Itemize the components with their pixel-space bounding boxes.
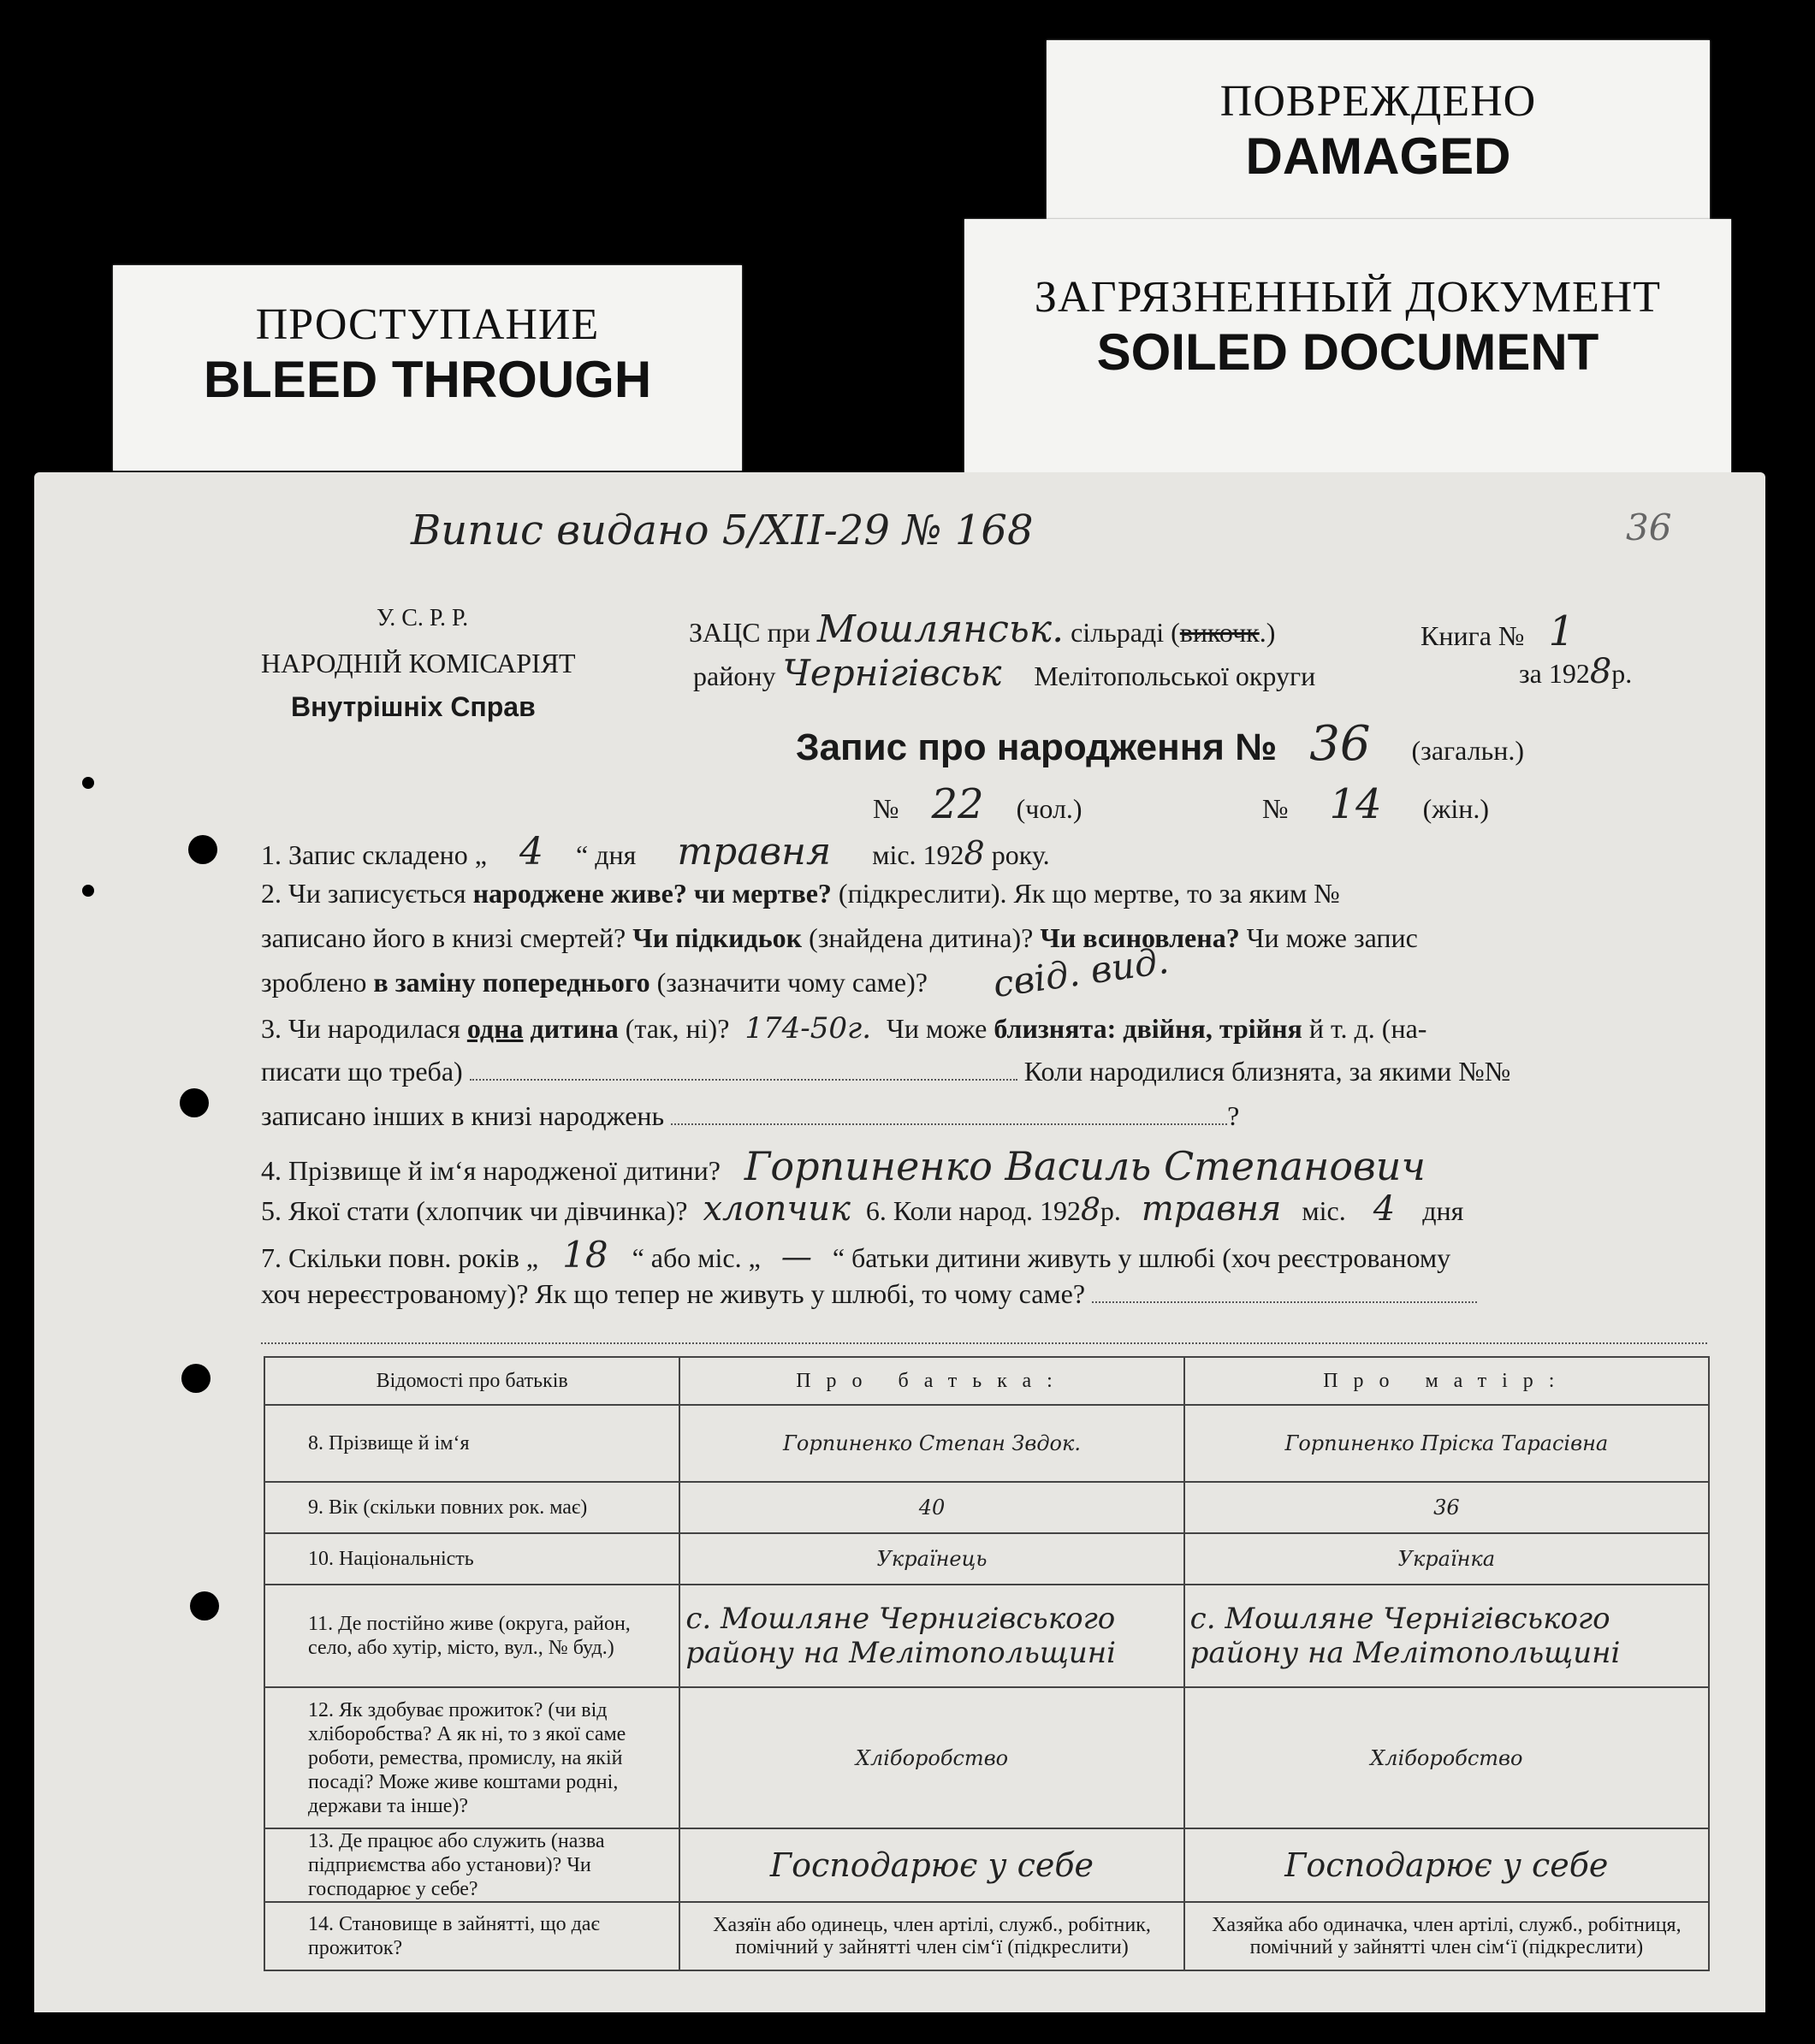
female-number-label: № [1262,793,1289,824]
father-workplace: Господарює у себе [679,1828,1183,1902]
rayon-pre: району [693,661,776,691]
internal-affairs-header: Внутрішніх Справ [291,691,536,722]
q2-l3-a: зроблено [261,967,367,998]
row-label: 11. Де постійно живе (округа, район, село, або хутір, місто, вул., № буд.) [264,1585,679,1687]
q2-l2-e: Чи може запис [1246,922,1418,953]
q3-l1-e: Чи може [887,1013,988,1044]
rayon-line [693,652,1315,694]
female-number: 14 [1329,780,1382,828]
bleed-through-ru: ПРОСТУПАНИЕ [255,300,600,349]
q7-l1-c: “ батьки дитини живуть у шлюбі (хоч реєстрованому [832,1242,1451,1273]
male-suffix: (чол.) [1016,793,1082,824]
q2-l1-b: народжене живе? чи мертве? [472,878,832,909]
mother-residence: с. Мошляне Чернігівського району на Мелітопольщині [1184,1585,1709,1687]
q7-months: — [780,1240,812,1275]
q1-line [261,830,1050,874]
zags-handwritten: Мошлянськ. [816,607,1065,651]
year-line [1519,652,1632,691]
soiled-ru: ЗАГРЯЗНЕННЫЙ ДОКУМЕНТ [1034,273,1662,322]
q2-handwritten: свід. вид. [990,939,1171,1006]
page-number: 36 [1626,507,1672,548]
q2-l2-b: Чи підкидьок [632,922,803,953]
table-header-row [264,1357,1709,1405]
rayon-handwritten: Чернігівськ [782,652,1002,694]
q5-sex: хлопчик [703,1189,851,1229]
row-label: 8. Прізвище й ім‘я [264,1405,679,1482]
year-handwritten: 8 [1589,652,1612,691]
q3-l1-d: (так, ні)? [625,1013,730,1044]
q1-year: 8 [964,834,985,872]
damaged-ru: ПОВРЕЖДЕНО [1219,77,1537,126]
q3-l3-a: записано інших в книзі народжень [261,1100,665,1131]
table-row [264,1902,1709,1970]
father-nationality: Українець [679,1533,1183,1585]
punch-hole [82,777,94,789]
q7-years: 18 [562,1234,608,1276]
q7-line2 [261,1278,1477,1310]
father-residence: с. Мошляне Чернигівського району на Мелітопольщині [679,1585,1183,1687]
q2-l1-c: (підкреслити). Як що мертве, то за яким № [838,878,1340,909]
damaged-label [1047,40,1710,220]
record-general: (загальн.) [1411,735,1524,766]
table-row [264,1533,1709,1585]
q7-l2: хоч нереєстрованому)? Як що тепер не живуть у шлюбі, то чому саме? [261,1278,1086,1309]
row-label: 13. Де працює або служить (назва підприємства або установи)? Чи господарює у себе? [264,1828,679,1902]
table-row [264,1405,1709,1482]
q6-month: травня [1141,1189,1282,1229]
q2-l3-c: (зазначити чому саме)? [656,967,928,998]
q6-mis: міс. [1302,1195,1346,1226]
punch-hole [180,1088,209,1117]
female-suffix: (жін.) [1422,793,1490,824]
mother-name: Горпиненко Пріска Тарасівна [1184,1405,1709,1482]
table-row [264,1482,1709,1533]
father-name: Горпиненко Степан Звдок. [679,1405,1183,1482]
q3-l3-b: ? [1227,1100,1240,1131]
q7-line1 [261,1234,1450,1276]
father-livelihood: Хліборобство [679,1687,1183,1828]
zags-post: сільраді ( [1071,617,1180,648]
birth-record-document [34,472,1765,2012]
male-number-label: № [873,793,899,824]
mother-workplace: Господарює у себе [1184,1828,1709,1902]
zags-close: .) [1259,617,1276,648]
record-number: 36 [1309,716,1371,772]
q5-label: 5. Якої стати (хлопчик чи дівчинка)? [261,1195,688,1226]
father-employment-status: Хазяїн або одинець, член артілі, служб., робітник, помічний у зайнятті член сім‘ї (підкреслити) [679,1902,1183,1970]
q2-line2 [261,922,1418,954]
parents-table [264,1356,1710,1971]
punch-hole [188,835,217,864]
q1-d: року. [991,839,1050,870]
q1-c: міс. 192 [872,839,964,870]
mother-employment-status: Хазяйка або одиначка, член артілі, служб., робітниця, помічний у зайнятті член сім‘ї (підкреслити) [1184,1902,1709,1970]
soiled-en: SOILED DOCUMENT [1096,323,1599,381]
q7-l1-a: 7. Скільки повн. років „ [261,1242,539,1273]
book-number: 1 [1548,607,1575,655]
row-label: 9. Вік (скільки повних рок. має) [264,1482,679,1533]
table-header-father: Про батька: [679,1357,1183,1405]
q3-l1-a: 3. Чи народилася [261,1013,460,1044]
q2-l2-a: записано його в книзі смертей? [261,922,626,953]
q6-day: 4 [1373,1189,1396,1229]
q1-month: травня [677,830,832,874]
book-label: Книга № [1421,620,1525,651]
father-age: 40 [679,1482,1183,1533]
q4-child-name: Горпиненко Василь Степанович [744,1143,1426,1189]
table-row [264,1585,1709,1687]
q3-l1-g: й т. д. (на- [1308,1013,1427,1044]
q2-l2-d: Чи всиновлена? [1040,922,1240,953]
punch-hole [181,1364,211,1393]
q1-day: 4 [519,830,543,874]
q2-line1 [261,878,1340,909]
q1-a: 1. Запис складено „ [261,839,487,870]
q4-line [261,1143,1426,1189]
male-number-line [873,780,1082,828]
q6-r: р. [1100,1195,1121,1226]
record-title: Запис про народження № [796,726,1278,768]
table-header-info: Відомості про батьків [264,1357,679,1405]
row-label: 12. Як здобуває прожиток? (чи від хліборобства? А як ні, то з якої саме роботи, ремества, промислу, на якій посаді? Може живе коштами родні, держави та інше)? [264,1687,679,1828]
row-label: 14. Становище в зайнятті, що дає прожиток? [264,1902,679,1970]
q3-l2-a: писати що треба) [261,1056,463,1087]
q5-q6-line [261,1189,1463,1229]
q7-l1-b: “ або міс. „ [632,1242,761,1273]
commissariat-header: НАРОДНІЙ КОМІСАРІЯТ [261,648,576,678]
q6-label: 6. Коли народ. 192 [865,1195,1081,1226]
row-label: 10. Національність [264,1533,679,1585]
mother-nationality: Українка [1184,1533,1709,1585]
zags-line [689,607,1275,651]
q3-l1-b: одна [466,1013,524,1044]
table-row [264,1687,1709,1828]
female-number-line [1262,780,1489,828]
ussr-header: У. С. Р. Р. [377,605,469,631]
q3-line2 [261,1056,1510,1087]
punch-hole [190,1591,219,1620]
table-row [264,1828,1709,1902]
mother-age: 36 [1184,1482,1709,1533]
q3-l2-b: Коли народилися близнята, за якими №№ [1023,1056,1511,1087]
year-pre: за 192 [1519,658,1590,689]
punch-hole [82,885,94,897]
zags-pre: ЗАЦС при [689,617,810,648]
q3-l1-c: дитина [530,1013,619,1044]
year-post: р. [1611,658,1633,689]
male-number: 22 [931,780,984,828]
table-header-mother: Про матір: [1184,1357,1709,1405]
bleed-through-label [113,265,742,471]
q2-line3 [261,967,928,998]
okruga-text: Мелітопольської округи [1034,661,1316,691]
q6-dnya: дня [1422,1195,1464,1226]
q3-handwritten: 174-50г. [744,1011,872,1046]
book-line [1421,607,1575,655]
bleed-through-en: BLEED THROUGH [203,351,652,408]
soiled-document-label [964,219,1731,474]
q3-l1-f: близнята: двійня, трійня [994,1013,1302,1044]
q3-line3 [261,1100,1239,1132]
q2-l3-b: в заміну попереднього [373,967,650,998]
q2-l2-c: (знайдена дитина)? [809,922,1034,953]
mother-livelihood: Хліборобство [1184,1687,1709,1828]
q6-year: 8 [1081,1193,1100,1228]
q2-l1-a: 2. Чи записується [261,878,466,909]
q1-b: “ дня [576,839,637,870]
damaged-en: DAMAGED [1245,127,1511,185]
record-title-line [796,716,1524,772]
q4-label: 4. Прізвище й ім‘я народженої дитини? [261,1155,721,1186]
top-note: Випис видано 5/XII-29 № 168 [411,507,1034,554]
q3-line1 [261,1011,1426,1046]
q7-line3 [261,1319,1707,1351]
zags-strike: викочк [1179,617,1260,648]
